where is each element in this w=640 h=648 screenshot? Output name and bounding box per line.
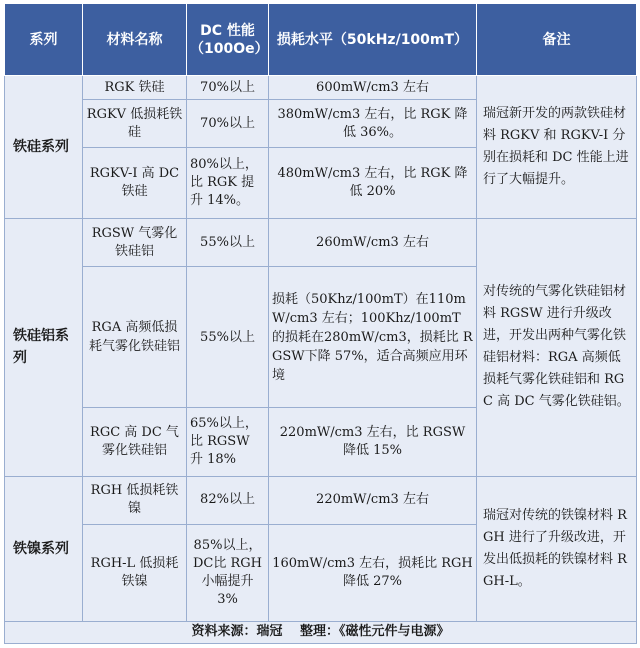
- loss-cell: 480mW/cm3 左右，比 RGK 降低 20%: [269, 148, 477, 218]
- loss-cell: 380mW/cm3 左右，比 RGK 降低 36%。: [269, 100, 477, 148]
- loss-cell: 220mW/cm3 左右，比 RGSW 降低 15%: [269, 408, 477, 476]
- material-cell: RGK 铁硅: [83, 76, 187, 100]
- dc-cell: 70%以上: [187, 100, 269, 148]
- dc-cell: 55%以上: [187, 267, 269, 408]
- material-cell: RGSW 气雾化铁硅铝: [83, 218, 187, 266]
- table-row: [5, 76, 637, 100]
- series-cell-feni: 铁镍系列: [5, 476, 83, 621]
- loss-cell: 损耗（50Khz/100mT）在110mW/cm3 左右；100Khz/100mT 的损耗在280mW/cm3，损耗比 RGSW下降 57%，适合高频应用环境: [269, 267, 477, 408]
- remark-cell-feni: 瑞冠对传统的铁镍材料 RGH 进行了升级改进，开发出低损耗的铁镍材料 RGH-L。: [477, 476, 637, 621]
- material-cell: RGH-L 低损耗铁镍: [83, 525, 187, 622]
- header-loss: 损耗水平（50kHz/100mT）: [269, 4, 477, 76]
- loss-cell: 600mW/cm3 左右: [269, 76, 477, 100]
- dc-cell: 70%以上: [187, 76, 269, 100]
- loss-cell: 220mW/cm3 左右: [269, 476, 477, 524]
- dc-cell: 55%以上: [187, 218, 269, 266]
- dc-cell: 65%以上，比 RGSW 升 18%: [187, 408, 269, 476]
- series-cell-fesi: 铁硅系列: [5, 76, 83, 219]
- dc-cell: 82%以上: [187, 476, 269, 524]
- source-footer: 资料来源：瑞冠 整理：《磁性元件与电源》: [5, 621, 637, 643]
- material-cell: RGC 高 DC 气雾化铁硅铝: [83, 408, 187, 476]
- remark-cell-fesi: 瑞冠新开发的两款铁硅材料 RGKV 和 RGKV-I 分别在损耗和 DC 性能上进行了大幅提升。: [477, 76, 637, 219]
- series-cell-fesial: 铁硅铝系列: [5, 218, 83, 476]
- header-remark: 备注: [477, 4, 637, 76]
- header-series: 系列: [5, 4, 83, 76]
- material-cell: RGKV 低损耗铁硅: [83, 100, 187, 148]
- loss-cell: 260mW/cm3 左右: [269, 218, 477, 266]
- material-cell: RGA 高频低损耗气雾化铁硅铝: [83, 267, 187, 408]
- header-row: [5, 4, 637, 76]
- material-comparison-table: [4, 3, 637, 644]
- remark-cell-fesial: 对传统的气雾化铁硅铝材料 RGSW 进行升级改进，开发出两种气雾化铁硅铝材料：RGA 高频低损耗气雾化铁硅铝和 RGC 高 DC 气雾化铁硅铝。: [477, 218, 637, 476]
- material-cell: RGKV-I 高 DC 铁硅: [83, 148, 187, 218]
- loss-cell: 160mW/cm3 左右，损耗比 RGH 降低 27%: [269, 525, 477, 622]
- header-dc: DC 性能（100Oe）: [187, 4, 269, 76]
- material-cell: RGH 低损耗铁镍: [83, 476, 187, 524]
- table-row: [5, 476, 637, 524]
- dc-cell: 80%以上，比 RGK 提升 14%。: [187, 148, 269, 218]
- table-row: [5, 218, 637, 266]
- dc-cell: 85%以上，DC比 RGH 小幅提升 3%: [187, 525, 269, 622]
- footer-row: [5, 621, 637, 643]
- header-material: 材料名称: [83, 4, 187, 76]
